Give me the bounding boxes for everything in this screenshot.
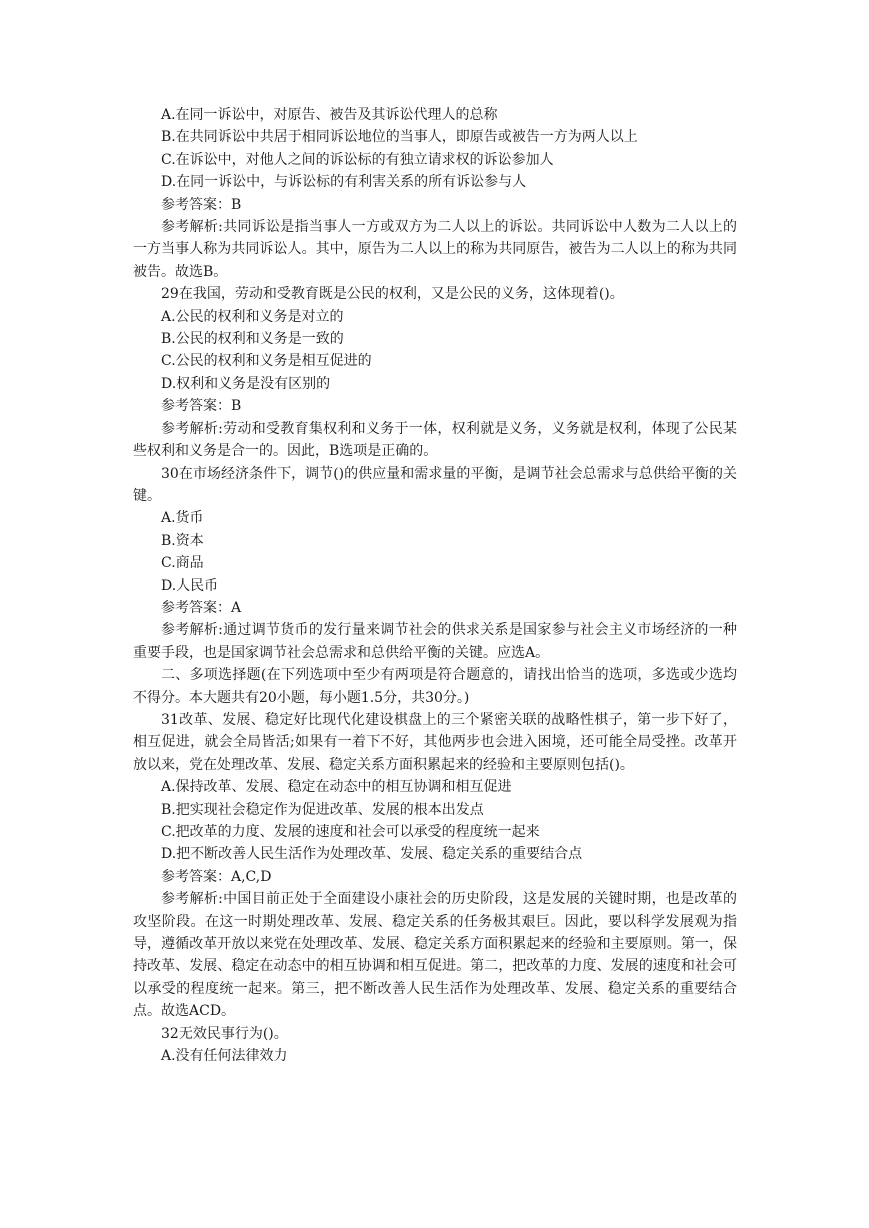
option-line: A.货币 <box>161 510 204 527</box>
question-32: 32无效民事行为()。 <box>161 1025 288 1042</box>
answer-line: 参考答案：A,C,D <box>161 868 272 885</box>
explanation-paragraph: 参考解析:通过调节货币的发行量来调节社会的供求关系是国家参与社会主义市场经济的一种重要手段，也是国家调节社会总需求和总供给平衡的关键。应选A。 <box>133 622 737 661</box>
option-line: B.公民的权利和义务是一致的 <box>161 331 344 348</box>
option-line: C.把改革的力度、发展的速度和社会可以承受的程度统一起来 <box>161 824 540 840</box>
option-line: C.在诉讼中，对他人之间的诉讼标的有独立请求权的诉讼参加人 <box>161 151 554 168</box>
option-line: A.公民的权利和义务是对立的 <box>161 308 344 325</box>
option-line: D.把不断改善人民生活作为处理改革、发展、稳定关系的重要结合点 <box>161 846 583 863</box>
option-line: C.公民的权利和义务是相互促进的 <box>161 353 372 370</box>
option-line: B.资本 <box>161 532 204 549</box>
answer-line: 参考答案：B <box>161 196 242 213</box>
question-29: 29在我国，劳动和受教育既是公民的权利，又是公民的义务，这体现着()。 <box>161 286 624 303</box>
option-line: A.在同一诉讼中，对原告、被告及其诉讼代理人的总称 <box>161 107 498 123</box>
question-31: 31改革、发展、稳定好比现代化建设棋盘上的三个紧密关联的战略性棋子，第一步下好了，相互促进，就会全局皆活;如果有一着下不好，其他两步也会进入困境，还可能全局受挫。改革开放以来，党在处理改革、发展、稳定关系方面积累起来的经验和主要原则包括()。 <box>133 711 737 773</box>
option-line: B.在共同诉讼中共居于相同诉讼地位的当事人，即原告或被告一方为两人以上 <box>161 129 638 146</box>
option-line: D.权利和义务是没有区别的 <box>161 375 331 392</box>
answer-line: 参考答案：B <box>161 398 242 415</box>
option-line: C.商品 <box>161 555 204 572</box>
answer-line: 参考答案：A <box>161 599 242 616</box>
explanation-paragraph: 参考解析:劳动和受教育集权利和义务于一体，权利就是义务，义务就是权利，体现了公民某些权利和义务是合一的。因此，B选项是正确的。 <box>133 420 737 460</box>
option-line: A.没有任何法律效力 <box>161 1048 288 1065</box>
question-30: 30在市场经济条件下，调节()的供应量和需求量的平衡，是调节社会总需求与总供给平衡的关键。 <box>133 465 737 504</box>
explanation-paragraph: 参考解析:共同诉讼是指当事人一方或双方为二人以上的诉讼。共同诉讼中人数为二人以上的一方当事人称为共同诉讼人。其中，原告为二人以上的称为共同原告，被告为二人以上的称为共同被告。故选B。 <box>133 219 737 280</box>
section-heading: 二、多项选择题(在下列选项中至少有两项是符合题意的，请找出恰当的选项，多选或少选均不得分。本大题共有20小题，每小题1.5分，共30分。) <box>133 667 737 706</box>
document-page <box>133 104 737 1067</box>
option-line: D.人民币 <box>161 577 219 594</box>
option-line: A.保持改革、发展、稳定在动态中的相互协调和相互促进 <box>161 779 512 796</box>
option-line: B.把实现社会稳定作为促进改革、发展的根本出发点 <box>161 801 484 818</box>
option-line: D.在同一诉讼中，与诉讼标的有利害关系的所有诉讼参与人 <box>161 174 527 191</box>
explanation-paragraph: 参考解析:中国目前正处于全面建设小康社会的历史阶段，这是发展的关键时期，也是改革的攻坚阶段。在这一时期处理改革、发展、稳定关系的任务极其艰巨。因此，要以科学发展观为指导，遵循改革开放以来党在处理改革、发展、稳定关系方面积累起来的经验和主要原则。第一，保持改革、发展、稳定在动态中的相互协调和相互促进。第二，把改革的力度、发展的速度和社会可以承受的程度统一起来。第三，把不断改善人民生活作为处理改革、发展、稳定关系的重要结合点。故选ACD。 <box>133 891 737 1020</box>
